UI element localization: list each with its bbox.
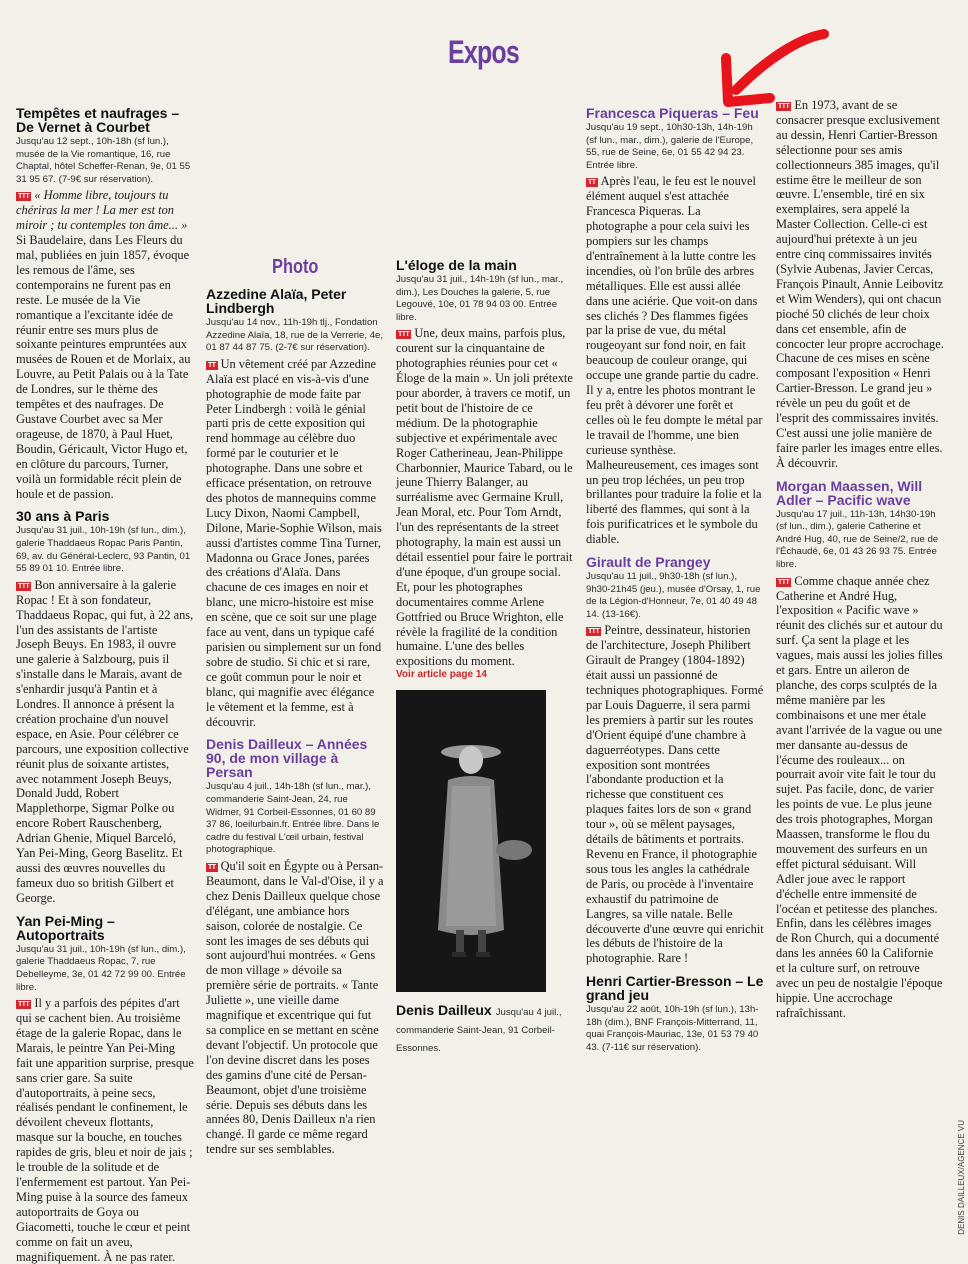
- column-2: [206, 250, 384, 1157]
- article-link[interactable]: Voir article page 14: [396, 669, 487, 681]
- rating-badge: TTT: [778, 578, 790, 586]
- article-body: [16, 996, 194, 1264]
- article-text: Comme chaque année chez Catherine et André Hug, l'exposition « Pacific wave » réunit des clichés sur et autour du surf. Ça sent la plage et les vagues, mais aussi les jolies filles et gars. Entre un aileron de planche, des corps sculptés de la même manière par les combinaisons et une mer étale avant l'arrivée de la vague ou une mer dansante au-dessus de l'écume des rouleaux... on pourrait avoir vite fait le tour du sujet. Pas facile, donc, de varier les points de vue. Le plus jeune des trois photographes, Morgan Maassen, transforme le flou du mouvement des surfeurs en un effet pictural séduisant. Will Adler joue avec le rapport d'échelle entre immensité de l'océan et petitesse des planches. Enfin, dans les célèbres images de Ron Church, qui a documenté dans les années 60 la Californie et la culture surf, on retrouve avec un peu de nostalgie l'époque hippie. Une accrochage rafraîchissant.: [776, 573, 943, 1020]
- article-info: Jusqu'au 31 juil., 10h-19h (sf lun., dim.), galerie Thaddaeus Ropac Paris Pantin, 69, av. du Général-Leclerc, 93 Pantin, 01 55 89 01 10. Entrée libre.: [16, 525, 191, 575]
- rating-badge: TTT: [778, 103, 790, 110]
- rating-badge: TTT: [398, 331, 410, 339]
- article-piqueras: [586, 106, 764, 547]
- article-title: Morgan Maassen, Will Adler – Pacific wave: [776, 477, 923, 508]
- article-title: Henri Cartier-Bresson – Le grand jeu: [586, 973, 764, 1004]
- article-info: Jusqu'au 22 août, 10h-19h (sf lun.), 13h-18h (dim.), BNF François-Mitterrand, 11, quai François-Mauriac, 13e, 01 53 79 40 43. (7-11€ sur réservation).: [586, 1004, 759, 1054]
- article-info: Jusqu'au 12 sept., 10h-18h (sf lun.), musée de la Vie romantique, 16, rue Chaptal, hôtel Scheffer-Renan, 9e, 01 55 31 95 67. (7-9€ sur réservation).: [16, 136, 191, 185]
- article-maassen: [776, 479, 944, 1021]
- article-text: Si Baudelaire, dans Les Fleurs du mal, publiées en juin 1857, évoque les remous de l'âme, ses contemporains ne furent pas en reste. Le musée de la Vie romantique a l'excitante idée de réunir entre ses murs plus de soixante peintures empruntées aux musées de Rouen et de Morlaix, au Louvre, au Petit Palais ou à la Tate de Londres, sur le thème des tempêtes et des naufrages. De Gustave Courbet avec sa Mer orageuse, de 1870, à Paul Huet, Boudin, Géricault, Victor Hugo et, en clôture du parcours, Turner, voilà un formidable récit plein de houle et de passion.: [16, 233, 191, 501]
- article-text: Un vêtement créé par Azzedine Alaïa est placé en vis-à-vis d'une photographie de mode faite par Peter Lindbergh : voilà le génial parti pris de cette exposition qui rend hommage au célèbre duo formé par le couturier et le photographe. Dans une sobre et efficace présentation, on retrouve des photos de mannequins comme Lucy Dixon, Naomi Campbell, Dilone, Marie-Sophie Wilson, mais aussi d'artistes comme Tina Turner, Madonna ou Grace Jones, parées des créations d'Alaïa. Dans chacune de ces images en noir et blanc, une micro-histoire est mise en scène, que ce soit sur une plage face au vent, dans un typique café parisien ou simplement sur un fond sobre de studio. Si chic et si rare, ce goût commun pour le noir et blanc, qui magnifie avec élégance le vêtement et la femme, est à découvrir.: [206, 356, 382, 729]
- article-title: Denis Dailleux – Années 90, de mon village à Persan: [206, 736, 368, 781]
- rating-badge: TT: [208, 361, 216, 369]
- article-body: [206, 357, 384, 730]
- column-5: [776, 98, 944, 1021]
- article-alaia: [206, 287, 384, 729]
- article-title: Francesca Piqueras – Feu: [586, 105, 759, 121]
- column-4: [586, 98, 764, 1057]
- page-title: Expos: [448, 34, 520, 70]
- article-info: Jusqu'au 14 nov., 11h-19h tlj., Fondation Azzedine Alaïa, 18, rue de la Verrerie, 4e, 01 87 44 87 75. (2-7€ sur réservation).: [206, 317, 384, 354]
- article-info: Jusqu'au 4 juil., 14h-18h (sf lun., mar.), commanderie Saint-Jean, 24, rue Widmer, 91 Corbeil-Essonnes, 01 60 89 37 86, loeilurbain.fr. Entrée libre. Dans le cadre du festival L'œil urbain, festival photographique.: [206, 781, 380, 856]
- article-dailleux: [206, 737, 384, 1157]
- article-body: [586, 174, 764, 547]
- article-trente-ans: [16, 509, 194, 905]
- caption-title: Denis Dailleux: [396, 1002, 492, 1019]
- article-body: [16, 188, 194, 501]
- article-text: Peintre, dessinateur, historien de l'architecture, Joseph Philibert Girault de Prangey (1804-1892) était aussi un passionné de techniques photographiques. Formé par Louis Daguerre, il sera parmi les premiers à partir sur les routes d'Orient équipé d'une chambre à daguerréotypes. Dans cette exposition sont montrées l'abondante production et la richesse que constituent ces plaques faites lors de son « grand tour », où se mêlent paysages, détails de bâtiments et portraits. Revenu en France, il photographie sous tous les angles la cathédrale de Paris, ou procède à l'inventaire exhaustif du patrimoine de Langres, sa ville natale. Belle découverte d'une œuvre qui enrichit les débuts de l'histoire de la photographie. Rare !: [586, 623, 764, 966]
- rating-badge: TTT: [18, 193, 30, 201]
- article-title: Yan Pei-Ming – Autoportraits: [16, 912, 115, 943]
- article-yan-pei-ming: [16, 914, 194, 1264]
- rating-badge: TT: [208, 864, 216, 871]
- rating-badge: TTT: [18, 582, 30, 590]
- article-title: Tempêtes et naufrages – De Vernet à Courbet: [16, 105, 180, 135]
- portrait-photo-image: [396, 690, 546, 992]
- article-body: [776, 98, 944, 471]
- article-text: Bon anniversaire à la galerie Ropac ! Et à son fondateur, Thaddaeus Ropac, qui fut, à 22 ans, l'un des assistants de l'artiste Joseph Beuys. En 1983, il ouvre une galerie à Salzbourg, puis il s'installe dans le Marais, avant de s'enhardir jusqu'à Pantin et à Londres. Il annonce à présent la création prochaine d'un nouvel espace, en Asie. Pour célébrer ce parcours, une exposition collective réunit plus de soixante artistes, avec notamment Joseph Beuys, Donald Judd, Robert Mapplethorpe, Sigmar Polke ou encore Robert Rauschenberg, Adrian Ghenie, Miquel Barceló, Yan Pei-Ming, Georg Baselitz. Et aussi des œuvres nouvelles du fameux duo so british Gilbert et George.: [16, 577, 194, 905]
- article-body: [396, 326, 574, 669]
- article-text: Il y a parfois des pépites d'art qui se cachent bien. Au troisième étage de la galerie Ropac, dans le Marais, le peintre Yan Pei-Ming fait une apparition surprise, presque sans crier gare. Sa suite d'autoportraits, à peine secs, réalisés pendant le confinement, le dévoilent cheveux flottants, masque sur la bouche, en touches rapides de gris, bleu et noir de jais ; le trouble de la solitude et de l'enfermement est partout. Yan Pei-Ming puise à la source des fameux autoportraits de Goya ou Giacometti, touche le cœur et peint comme on fait un aveu, magnifiquement. À ne pas rater.: [16, 996, 194, 1264]
- article-quote: « Homme libre, toujours tu chériras la mer ! La mer est ton miroir ; tu contemples ton âme... »: [16, 188, 188, 233]
- photo-credit: DENIS DAILLEUX/AGENCE VU: [957, 1120, 966, 1235]
- photo-caption: [396, 1002, 574, 1056]
- article-title: L'éloge de la main: [396, 257, 517, 273]
- article-text: Qu'il soit en Égypte ou à Persan-Beaumont, dans le Val-d'Oise, il y a chez Denis Dailleux quelque chose d'élégant, une ambiance hors saison, colorée de nostalgie. Ce sont les images de ses débuts qui sont aujourd'hui montrées. « Gens de mon village » dévoile sa première série de portraits. « Tante Juliette », une vieille dame magnifique et excentrique qui fut sa complice en se mettant en scène devant l'objectif. Un protocole que l'on devine discret dans les poses des gamins d'une cité de Persan-Beaumont, objet d'une troisième série. Depuis ses débuts dans les années 80, Denis Dailleux n'a rien changé. Il garde ce même regard tendre sur ses semblables.: [206, 859, 384, 1157]
- article-body: [776, 574, 944, 1021]
- portrait-photo: [396, 690, 546, 992]
- section-title-photo: Photo: [272, 256, 319, 278]
- article-text: Une, deux mains, parfois plus, courent sur la cinquantaine de photographies réunies pour cet « Éloge de la main ». Un joli prétexte pour aborder, à travers ce motif, un petit bout de l'histoire de ce médium. De la photographie subjective et expérimentale avec Roger Catherineau, Jean-Philippe Charbonnier, Maurice Tabard, ou le jeune Thierry Balanger, au surréalisme avec Germaine Krull, Jean Moral, etc. Pour Tom Arndt, l'un des représentants de la street photography, la main est aussi un détail essentiel pour faire le portrait d'une époque, d'un groupe social. Et, pour les photographes documentaires comme Arlene Gottfried ou Bruce Wrighton, elle révèle la fragilité de la condition humaine. L'une des belles expositions du moment.: [396, 326, 573, 669]
- column-1: [16, 98, 194, 1264]
- rating-badge: TTT: [588, 628, 600, 636]
- article-tempetes: [16, 106, 194, 501]
- article-girault: [586, 555, 764, 966]
- article-info: Jusqu'au 19 sept., 10h30-13h, 14h-19h (sf lun., mar., dim.), galerie de l'Europe, 55, rue de Seine, 6e, 01 55 42 94 23. Entrée libre.: [586, 122, 754, 171]
- article-body: [206, 859, 384, 1157]
- article-cartier-bresson: [586, 974, 764, 1054]
- caption-info: Jusqu'au 4 juil., commanderie Saint-Jean, 91 Corbeil-Essonnes.: [396, 1007, 562, 1055]
- article-text: En 1973, avant de se consacrer presque exclusivement au dessin, Henri Cartier-Bresson sélectionne pour ses amis collectionneurs 385 images, qu'il estime être le meilleur de son œuvre. L'ensemble, tiré en six exemplaires, sera appelé la Master Collection. Celle-ci est aujourd'hui prétexte à un jeu entre cinq commissaires invités (Sylvie Aubenas, Javier Cercas, François Pinault, Annie Leibovitz et Wim Wenders), qui ont chacun pioché 50 clichés de leur choix dans cet ensemble, afin de concocter leur propre accrochage. Chacune de ces mises en scène composant l'exposition « Henri Cartier-Bresson. Le grand jeu » révèle un peu du goût et de l'esprit des commissaires invités. C'est aussi une jolie manière de faire parler les images entre elles. À découvrir.: [776, 98, 944, 470]
- rating-badge: TTT: [18, 1001, 30, 1009]
- article-title: Girault de Prangey: [586, 554, 711, 571]
- article-title: 30 ans à Paris: [16, 508, 110, 525]
- article-body: [16, 578, 194, 906]
- article-info: Jusqu'au 11 juil., 9h30-18h (sf lun.), 9h30-21h45 (jeu.), musée d'Orsay, 1, rue de la Légion-d'Honneur, 7e, 01 40 49 48 14. (13-16€).: [586, 571, 761, 620]
- article-body: [586, 623, 764, 966]
- article-title: Azzedine Alaïa, Peter Lindbergh: [206, 286, 347, 316]
- article-cartier-bresson-continued: [776, 98, 944, 471]
- article-eloge: [396, 258, 574, 680]
- article-info: Jusqu'au 17 juil., 11h-13h, 14h30-19h (sf lun., dim.), galerie Catherine et André Hug, 40, rue de Seine/2, rue de l'Échaudé, 6e, 01 43 26 93 75. Entrée libre.: [776, 508, 939, 571]
- rating-badge: TT: [588, 179, 596, 187]
- article-text: Après l'eau, le feu est le nouvel élément auquel s'est attachée Francesca Piqueras. La photographe a pour cela suivi les pompiers sur les champs d'entraînement à la lutte contre les incendies, où l'on brûle des arbres métalliques. Elle est aussi allée dans une aciérie. Que voit-on dans ses clichés ? Des flammes figées par la prise de vue, du métal rougeoyant sur fond noir, en fait beaucoup de couleur orange, qui occupe une grande partie du cadre. Il y a, entre les photos montrant le feu prêt à dévorer une forêt et celles où le feu dompte le métal par le travail de l'homme, une bien curieuse synthèse. Malheureusement, ces images sont un peu trop léchées, un peu trop brillantes pour traduire la folie et la liberté des flammes, qui sont à la fois purificatrices et le symbole du diable.: [586, 174, 763, 547]
- column-3: [396, 250, 574, 1056]
- article-info: Jusqu'au 31 juil., 10h-19h (sf lun., dim.), galerie Thaddaeus Ropac, 7, rue Debelleyme, 3e, 01 42 72 99 00. Entrée libre.: [16, 943, 186, 993]
- article-info: Jusqu'au 31 juil., 14h-19h (sf lun., mar., dim.), Les Douches la galerie, 5, rue Legouvé, 10e, 01 78 94 03 00. Entrée libre.: [396, 274, 564, 323]
